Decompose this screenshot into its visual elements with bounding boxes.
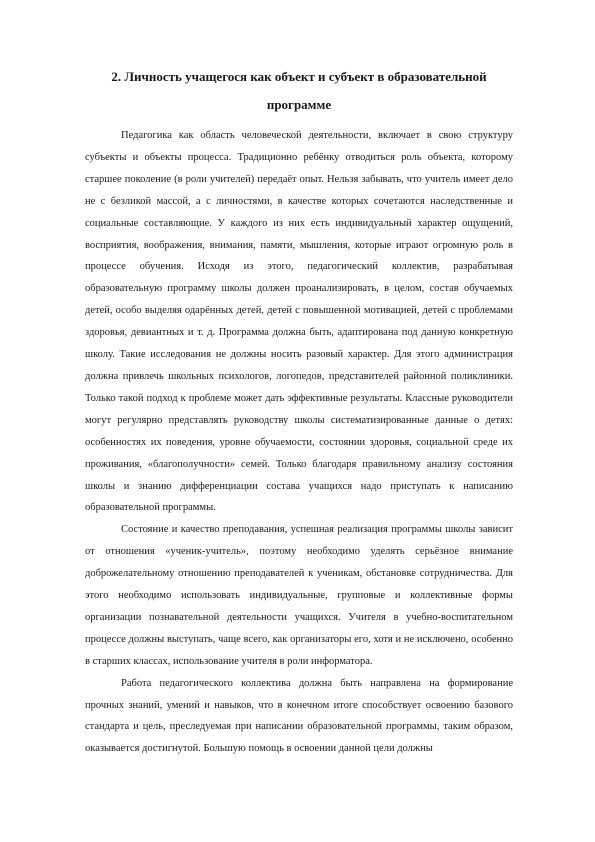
paragraph: Состояние и качество преподавания, успешная реализация программы школы зависит от отношения «ученик-учитель», поэтому необходимо уделять серьёзное внимание доброжелательному отношению преподавателей к ученикам, обстановке сотрудничества. Для этого необходимо использовать индивидуальные, групповые и коллективные формы организации познавательной деятельности учащихся. Учителя в учебно-воспитательном процессе должны выступать, чаще всего, как организаторы его, хотя и не исключено, особенно в старших классах, использование учителя в роли информатора. [85, 524, 513, 667]
paragraph: Работа педагогического коллектива должна быть направлена на формирование прочных знаний, умений и навыков, что в конечном итоге способствует освоению базового стандарта и цель, преследуемая при написании образовательной программы, таким образом, оказывается достигнутой. Большую помощь в освоении данной цели должны [85, 677, 513, 755]
section-title: 2. Личность учащегося как объект и субъект в образовательной программе [111, 69, 487, 112]
paragraph: Педагогика как область человеческой деятельности, включает в свою структуру субъекты и объекты процесса. Традиционно ребёнку отводиться роль объекта, которому старшее поколение (в роли учителей) передаёт опыт. Нельзя забывать, что учитель имеет дело не с безликой массой, а с личностями, в качестве которых сочетаются наследственные и социальные составляющие. У каждого из них есть индивидуальный характер ощущений, восприятия, воображения, внимания, памяти, мышления, которые играют огромную роль в процессе обучения. Исходя из этого, педагогический коллектив, разрабатывая образовательную программу школы должен проанализировать, в целом, состав обучаемых детей, особо выделяя одарённых детей, детей с повышенной мотивацией, детей с проблемами здоровья, девиантных и т. д. Программа должна быть, адаптирована под данную конкретную школу. Такие исследования не должны носить разовый характер. Для этого администрация должна привлечь школьных психологов, логопедов, представителей районной поликлиники. Только такой подход к проблеме может дать эффективные результаты. Классные руководители могут регулярно представлять руководству школы систематизированные данные о детях: особенностях их поведения, уровне обучаемости, состоянии здоровья, социальной среде их проживания, «благополучности» семей. Только благодаря правильному анализу состояния школы и знанию дифференциации состава учащихся надо приступать к написанию образовательной программы. [85, 130, 513, 514]
body-text [85, 125, 513, 760]
